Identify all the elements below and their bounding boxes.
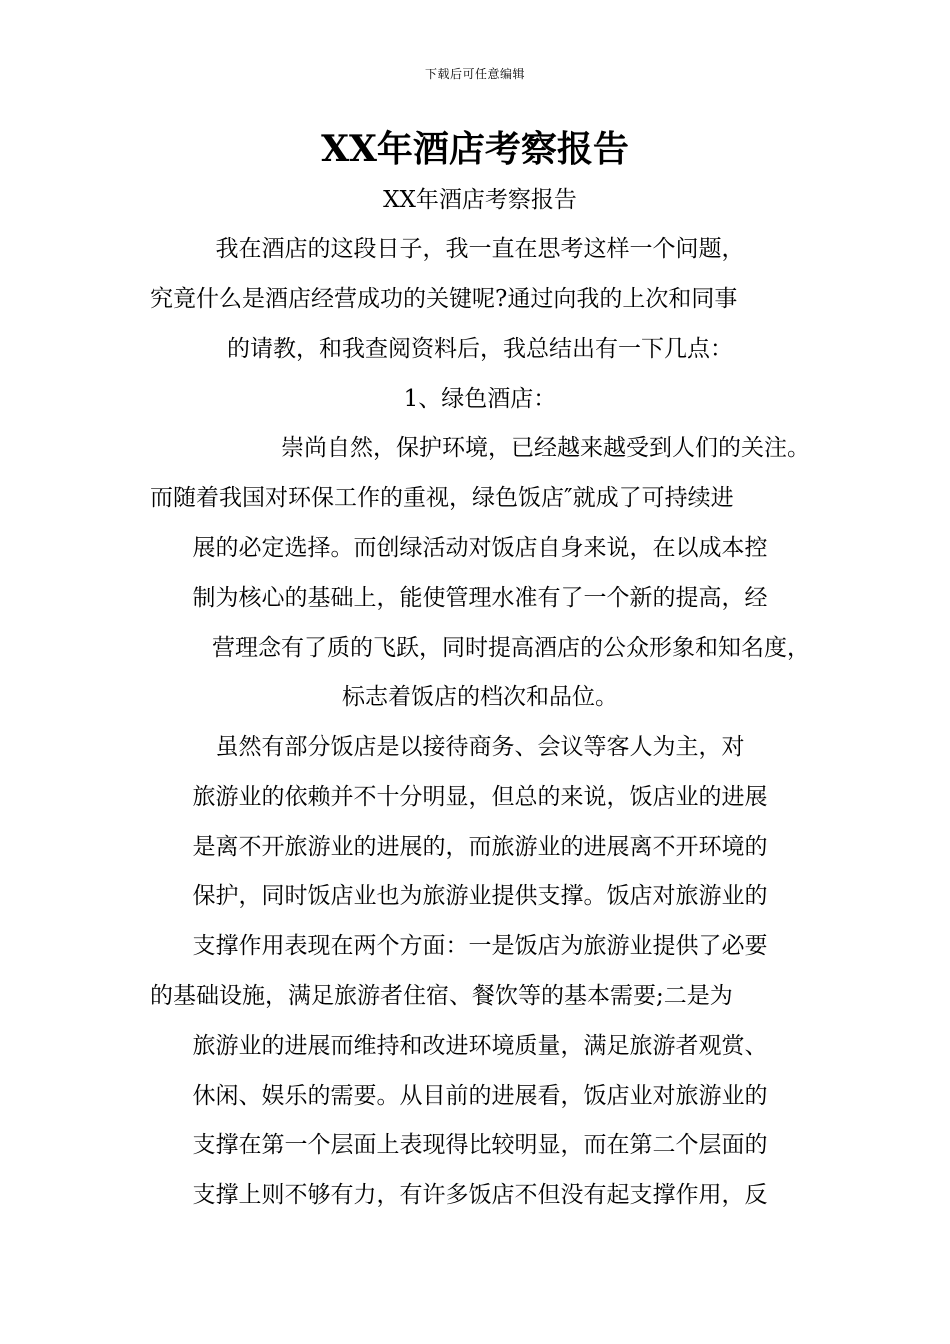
paragraph-line: 展的必定选择。而创绿活动对饭店自身来说，在以成本控 — [192, 535, 768, 561]
paragraph-line: 旅游业的进展而维持和改进环境质量，满足旅游者观赏、 — [192, 1033, 768, 1059]
header-note: 下载后可任意编辑 — [424, 67, 525, 81]
section-heading: 1、绿色酒店： — [403, 386, 557, 412]
paragraph-line: 虽然有部分饭店是以接待商务、会议等客人为主，对 — [215, 734, 745, 760]
paragraph-line: 的请教，和我查阅资料后，我总结出有一下几点： — [227, 336, 733, 362]
paragraph-line: 究竟什么是酒店经营成功的关键呢?通过向我的上次和同事 — [150, 286, 738, 312]
paragraph-line: 营理念有了质的飞跃，同时提高酒店的公众形象和知名度， — [212, 635, 810, 661]
paragraph-line: 我在酒店的这段日子，我一直在思考这样一个问题， — [215, 236, 745, 262]
paragraph-line: 而随着我国对环保工作的重视，绿色饭店″就成了可持续进 — [150, 485, 734, 511]
document-title: XX年酒店考察报告 — [321, 128, 629, 170]
paragraph-line: 休闲、娱乐的需要。从目前的进展看，饭店业对旅游业的 — [192, 1083, 768, 1109]
paragraph-line: 标志着饭店的档次和品位。 — [342, 684, 618, 710]
paragraph-line: 旅游业的依赖并不十分明显，但总的来说，饭店业的进展 — [192, 784, 768, 810]
paragraph-line: 是离不开旅游业的进展的，而旅游业的进展离不开环境的 — [192, 834, 768, 860]
subtitle-line: XX年酒店考察报告 — [383, 187, 577, 213]
paragraph-line: 支撑在第一个层面上表现得比较明显，而在第二个层面的 — [192, 1132, 768, 1158]
paragraph-line: 保护，同时饭店业也为旅游业提供支撑。饭店对旅游业的 — [192, 883, 768, 909]
paragraph-line: 制为核心的基础上，能使管理水准有了一个新的提高，经 — [192, 585, 768, 611]
paragraph-line: 的基础设施，满足旅游者住宿、餐饮等的基本需要;二是为 — [150, 983, 733, 1009]
paragraph-line: 支撑作用表现在两个方面：一是饭店为旅游业提供了必要 — [192, 933, 768, 959]
paragraph-line: 崇尚自然，保护环境，已经越来越受到人们的关注。 — [281, 435, 810, 461]
paragraph-line: 支撑上则不够有力，有许多饭店不但没有起支撑作用，反 — [192, 1182, 768, 1208]
